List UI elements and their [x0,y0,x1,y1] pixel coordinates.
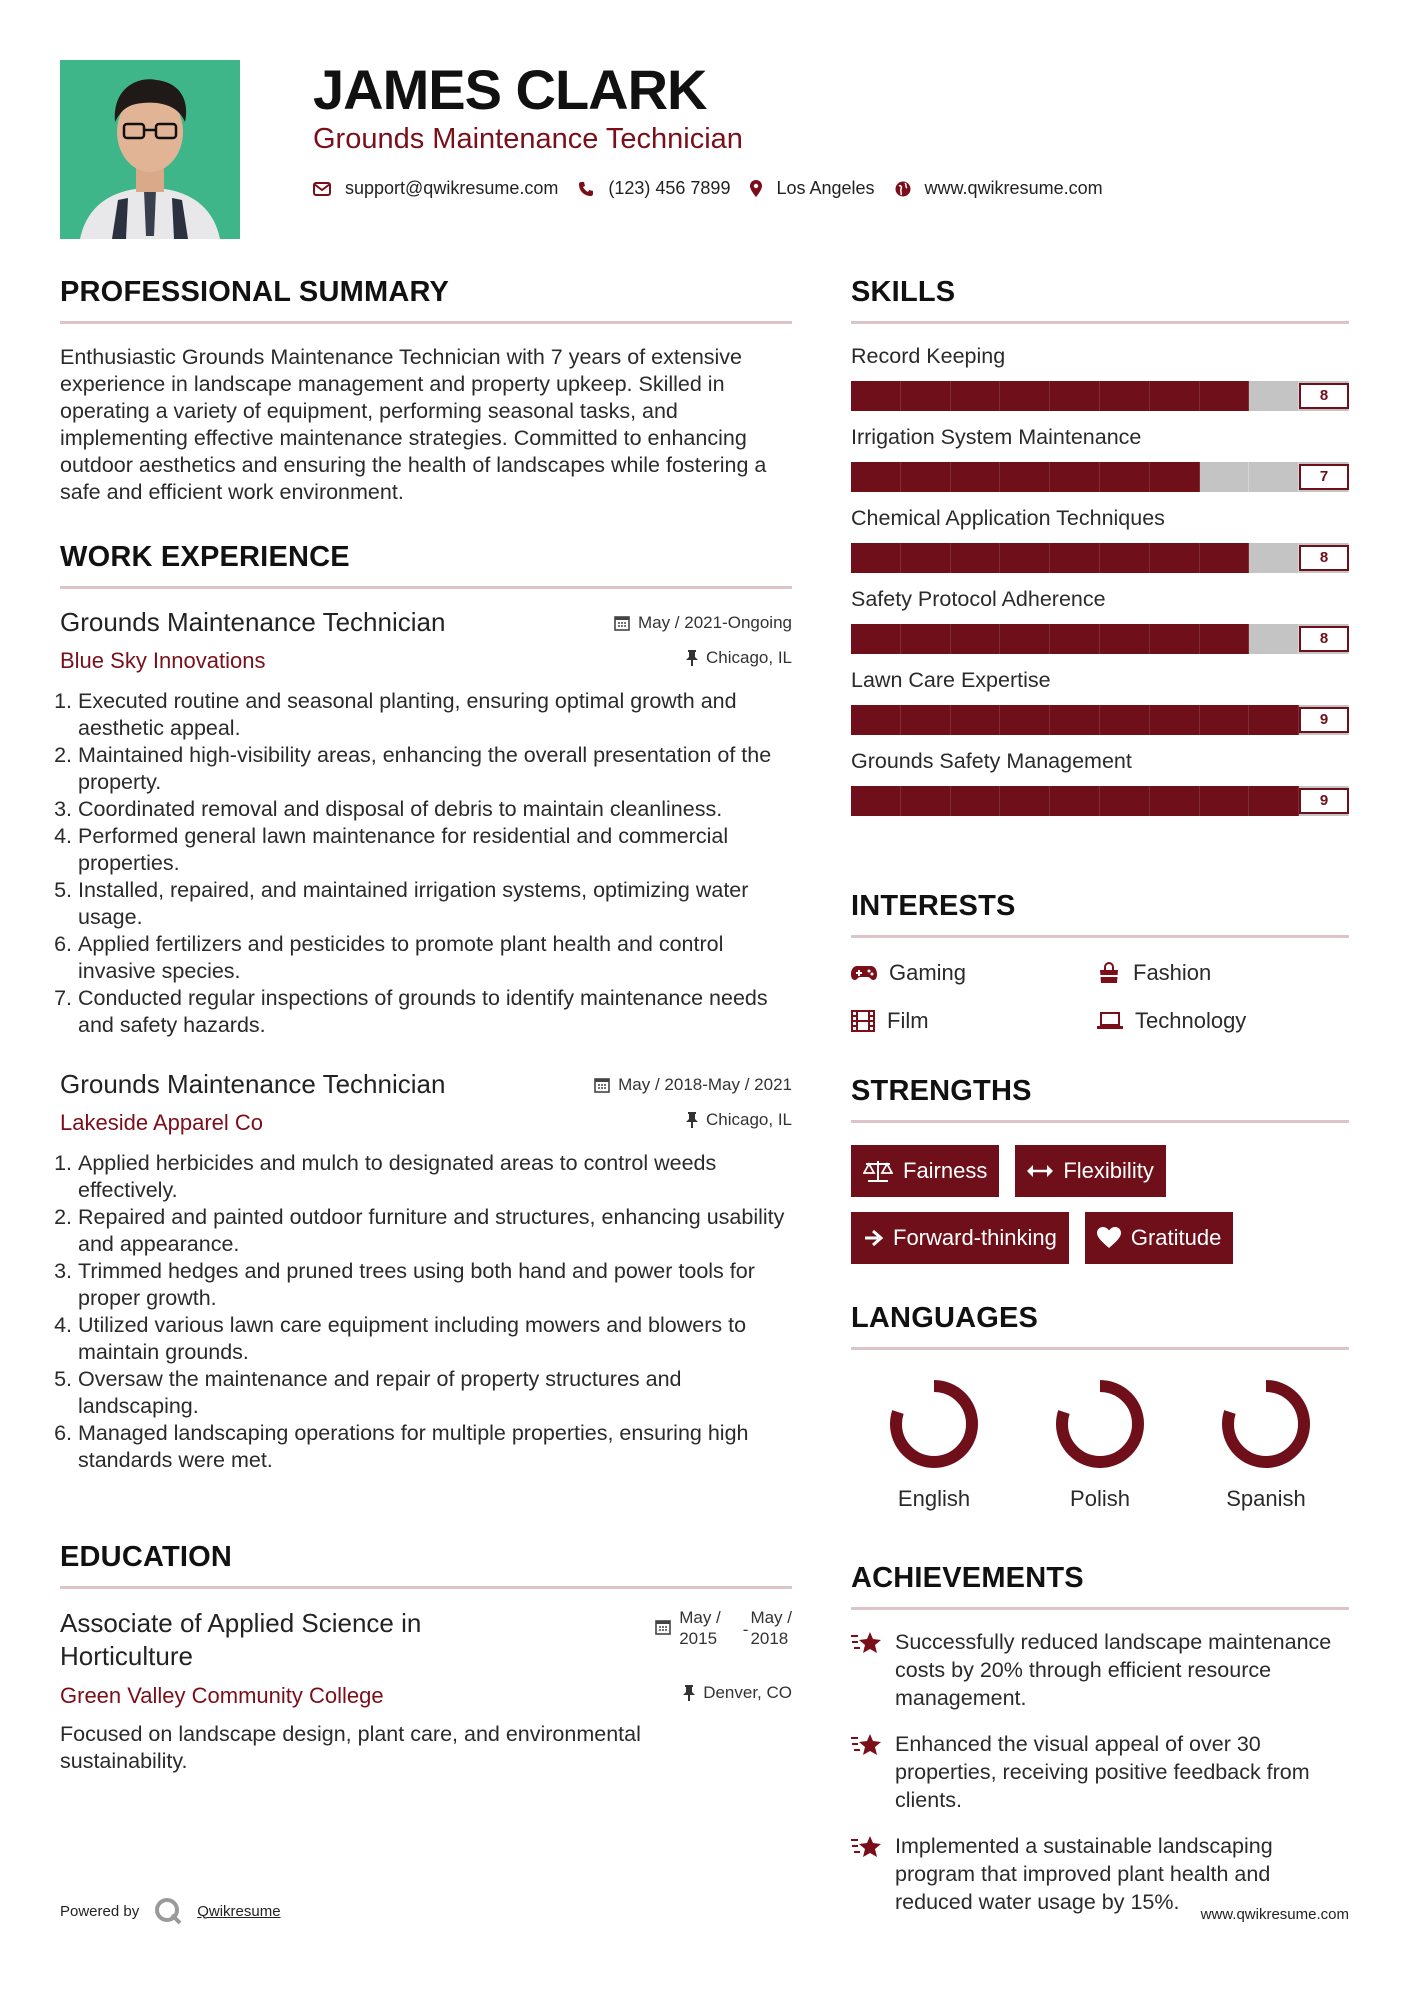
skill-segment [1249,786,1299,816]
arrow-right-icon [863,1228,883,1248]
film-icon [851,1010,875,1032]
skill-segment [1050,543,1100,573]
achievement-text: Successfully reduced landscape maintenance costs by 20% through efficient resource management. [895,1630,1332,1710]
location-text: Los Angeles [776,178,875,198]
gamepad-icon [851,965,877,981]
strength-flexibility [1015,1145,1165,1197]
skill-name: Safety Protocol Adherence [851,587,1106,611]
experience-heading: WORK EXPERIENCE [60,541,350,573]
section-divider [851,1607,1349,1610]
strength-label: Flexibility [1063,1158,1154,1183]
job-location-text: Chicago, IL [706,648,792,667]
skill-segment [1200,705,1250,735]
footer-website[interactable]: www.qwikresume.com [1200,1906,1349,1923]
contact-website[interactable] [895,178,1103,199]
strength-fairness [851,1145,999,1197]
skill-name: Lawn Care Expertise [851,668,1051,692]
skill-segment [1200,786,1250,816]
strength-gratitude [1085,1212,1234,1264]
start-year: 2015 [679,1629,718,1648]
shooting-star-icon [851,1732,883,1756]
language-level-ring [888,1378,980,1470]
contact-email[interactable] [313,178,558,199]
skill-segment [901,786,951,816]
skill-item [851,506,1349,573]
section-divider [851,321,1349,324]
list-item: 5. Oversaw the maintenance and repair of property structures and landscaping. [78,1366,792,1420]
skill-segment [951,462,1001,492]
globe-icon [895,181,911,197]
brand-link[interactable]: Qwikresume [197,1902,281,1920]
job-title: Grounds Maintenance Technician [60,1069,446,1099]
interest-label: Gaming [889,960,967,985]
job-dates-text: May / 2021-Ongoing [637,613,792,632]
skill-segment [1000,624,1050,654]
skill-item [851,668,1349,735]
date-dash: - [742,1620,749,1639]
skill-segment [1249,543,1299,573]
list-item: 1. Applied herbicides and mulch to designated areas to control weeds effectively. [78,1150,792,1204]
education-location [683,1683,792,1703]
skill-segment [1249,624,1299,654]
skill-segment [1200,543,1250,573]
strength-label: Fairness [903,1158,988,1183]
end-month: May / [750,1608,792,1627]
shooting-star-icon [851,1630,883,1654]
section-divider [60,321,792,324]
company-name: Blue Sky Innovations [60,648,266,673]
skill-segment [951,381,1001,411]
skill-segment [1000,705,1050,735]
interest-label: Fashion [1133,960,1212,985]
skill-score: 7 [1299,464,1349,490]
skill-item [851,425,1349,492]
languages-list [851,1378,1349,1512]
interests-heading: INTERESTS [851,890,1016,922]
contact-row [313,178,1123,199]
degree-line-1: Associate of Applied Science in [60,1608,422,1638]
powered-by-label: Powered by [60,1902,140,1920]
skill-segment [1150,624,1200,654]
list-item: 5. Installed, repaired, and maintained irrigation systems, optimizing water usage. [78,877,792,931]
section-divider [60,586,792,589]
skill-score: 8 [1299,545,1349,571]
skill-segment [901,705,951,735]
skill-segment [1249,705,1299,735]
interest-fashion [1097,960,1343,986]
skills-heading: SKILLS [851,276,956,308]
skill-segment [1200,381,1250,411]
skill-segment [1249,462,1299,492]
skill-item [851,749,1349,816]
section-divider [851,935,1349,938]
skill-segment [1100,543,1150,573]
achievement-text: Implemented a sustainable landscaping program that improved plant health and reduced water usage by 15%. [895,1834,1273,1914]
skill-segment [1100,381,1150,411]
language-level-arc [1228,1386,1304,1462]
skill-segment [1150,705,1200,735]
list-item: 1. Executed routine and seasonal planting, ensuring optimal growth and aesthetic appeal. [78,688,792,742]
job-dates-text: May / 2018-May / 2021 [618,1075,792,1094]
phone-text: (123) 456 7899 [608,178,731,198]
skill-bar [851,543,1349,573]
interest-label: Film [887,1008,929,1033]
achievement-item [851,1628,1349,1712]
skill-segment [1100,705,1150,735]
list-item: 4. Utilized various lawn care equipment including mowers and blowers to maintain grounds. [78,1312,792,1366]
end-year: 2018 [750,1629,789,1648]
section-divider [60,1586,792,1589]
language-name: Spanish [1226,1486,1306,1511]
education-heading: EDUCATION [60,1541,233,1573]
education-dates [655,1607,792,1649]
start-month: May / [679,1608,721,1627]
skill-score: 8 [1299,626,1349,652]
skill-segment [851,786,901,816]
achievements-heading: ACHIEVEMENTS [851,1562,1084,1594]
profile-photo [60,60,240,239]
skill-segment [1050,462,1100,492]
balance-scale-icon [863,1160,893,1182]
summary-text: Enthusiastic Grounds Maintenance Technician with 7 years of extensive experience in landscape management and property upkeep. Skilled in operating a variety of equipment, performing seasonal tasks, and implementing effective maintenance strategies. Committed to enhancing outdoor aesthetics and ensuring the health of landscapes while fostering a safe and efficient work environment. [60,345,767,504]
qwikresume-logo-icon [153,1896,183,1926]
pushpin-icon [686,650,698,666]
skill-segment [1100,624,1150,654]
achievement-item [851,1730,1349,1814]
list-item: 3. Trimmed hedges and pruned trees using both hand and power tools for proper growth. [78,1258,792,1312]
education-section [60,1541,792,1775]
candidate-name: JAMES CLARK [313,58,707,121]
job-dates [614,613,792,633]
skills-list [851,344,1349,816]
achievement-text: Enhanced the visual appeal of over 30 properties, receiving positive feedback from clients. [895,1732,1310,1812]
skill-item [851,344,1349,411]
arrows-horizontal-icon [1027,1164,1053,1178]
summary-section [60,276,792,506]
skill-segment [1050,624,1100,654]
job-title: Grounds Maintenance Technician [60,607,446,637]
interests-section [851,890,1349,1034]
skill-segment [851,462,901,492]
section-divider [851,1120,1349,1123]
skill-segment [851,543,901,573]
achievement-item [851,1832,1349,1916]
education-location-text: Denver, CO [703,1683,792,1702]
skill-segment [1000,543,1050,573]
interest-film [851,1008,1097,1034]
skill-segment [901,462,951,492]
duties-list [60,688,792,1039]
language-item [1183,1378,1349,1512]
skill-name: Record Keeping [851,344,1006,368]
skill-segment [951,624,1001,654]
skill-segment [1000,786,1050,816]
skill-segment [1150,543,1200,573]
skill-segment [1050,705,1100,735]
list-item: 6. Applied fertilizers and pesticides to promote plant health and control invasive species. [78,931,792,985]
skill-score: 8 [1299,383,1349,409]
skill-segment [851,381,901,411]
degree-title [60,1607,421,1673]
job-entry [60,1069,792,1474]
skill-bar [851,381,1349,411]
skill-bar [851,624,1349,654]
strength-label: Forward-thinking [893,1225,1057,1250]
language-item [851,1378,1017,1512]
skill-segment [1100,786,1150,816]
job-location-text: Chicago, IL [706,1110,792,1129]
job-entry [60,607,792,1039]
skill-segment [901,381,951,411]
skill-segment [1150,462,1200,492]
skill-segment [951,786,1001,816]
list-item: 4. Performed general lawn maintenance for residential and commercial properties. [78,823,792,877]
skill-segment [851,624,901,654]
language-level-arc [896,1386,972,1462]
strength-forward-thinking [851,1212,1069,1264]
skill-segment [1200,624,1250,654]
skill-segment [1150,381,1200,411]
duties-list [60,1150,792,1474]
skill-segment [901,624,951,654]
phone-icon [578,181,594,197]
interest-label: Technology [1135,1008,1247,1033]
skill-segment [901,543,951,573]
calendar-icon [614,615,630,631]
shooting-star-icon [851,1834,883,1858]
interest-technology [1097,1008,1343,1034]
website-text: www.qwikresume.com [924,178,1103,198]
language-name: English [897,1486,971,1511]
skill-bar [851,462,1349,492]
skill-bar [851,786,1349,816]
skill-segment [1000,381,1050,411]
strengths-heading: STRENGTHS [851,1075,1032,1107]
laptop-icon [1097,1012,1123,1030]
pushpin-icon [686,1112,698,1128]
list-item: 2. Repaired and painted outdoor furniture and structures, enhancing usability and appearance. [78,1204,792,1258]
strengths-section [851,1075,1349,1279]
language-level-arc [1062,1386,1138,1462]
strength-label: Gratitude [1130,1225,1222,1250]
company-name: Lakeside Apparel Co [60,1110,264,1135]
calendar-icon [594,1077,610,1093]
contact-phone[interactable] [578,178,730,199]
email-icon [313,182,331,196]
skill-score: 9 [1299,788,1349,814]
language-level-ring [1054,1378,1146,1470]
heart-icon [1097,1227,1121,1249]
candidate-title: Grounds Maintenance Technician [313,123,743,155]
languages-section [851,1302,1349,1512]
skill-name: Grounds Safety Management [851,749,1132,773]
interest-gaming [851,960,1097,986]
skill-segment [1050,381,1100,411]
summary-heading: PROFESSIONAL SUMMARY [60,276,450,308]
skill-segment [851,705,901,735]
experience-section [60,541,792,1474]
job-dates [594,1075,792,1095]
list-item: 3. Coordinated removal and disposal of debris to maintain cleanliness. [78,796,792,823]
skill-segment [951,543,1001,573]
languages-heading: LANGUAGES [851,1302,1039,1334]
skill-score: 9 [1299,707,1349,733]
education-description: Focused on landscape design, plant care, and environmental sustainability. [60,1722,641,1773]
skill-segment [1200,462,1250,492]
shopping-bag-icon [1097,961,1121,985]
skill-segment [1000,462,1050,492]
list-item: 2. Maintained high-visibility areas, enhancing the overall presentation of the property. [78,742,792,796]
list-item: 7. Conducted regular inspections of grounds to identify maintenance needs and safety hazards. [78,985,792,1039]
skill-segment [1050,786,1100,816]
footer-powered-by [60,1896,281,1926]
skill-item [851,587,1349,654]
skill-segment [1100,462,1150,492]
skill-name: Chemical Application Techniques [851,506,1165,530]
email-text: support@qwikresume.com [345,178,559,198]
achievements-section [851,1562,1349,1916]
skill-bar [851,705,1349,735]
list-item: 6. Managed landscaping operations for multiple properties, ensuring high standards were met. [78,1420,792,1474]
skills-section [851,276,1349,816]
job-location [686,648,792,668]
skill-segment [951,705,1001,735]
map-pin-icon [750,180,762,197]
skill-segment [1150,786,1200,816]
pushpin-icon [683,1685,695,1701]
language-name: Polish [1070,1486,1130,1511]
skill-segment [1249,381,1299,411]
school-name: Green Valley Community College [60,1683,384,1708]
degree-line-2: Horticulture [60,1641,193,1671]
contact-location [750,178,874,199]
calendar-icon [655,1619,671,1635]
job-location [686,1110,792,1130]
language-level-ring [1220,1378,1312,1470]
language-item [1017,1378,1183,1512]
section-divider [851,1347,1349,1350]
skill-name: Irrigation System Maintenance [851,425,1142,449]
